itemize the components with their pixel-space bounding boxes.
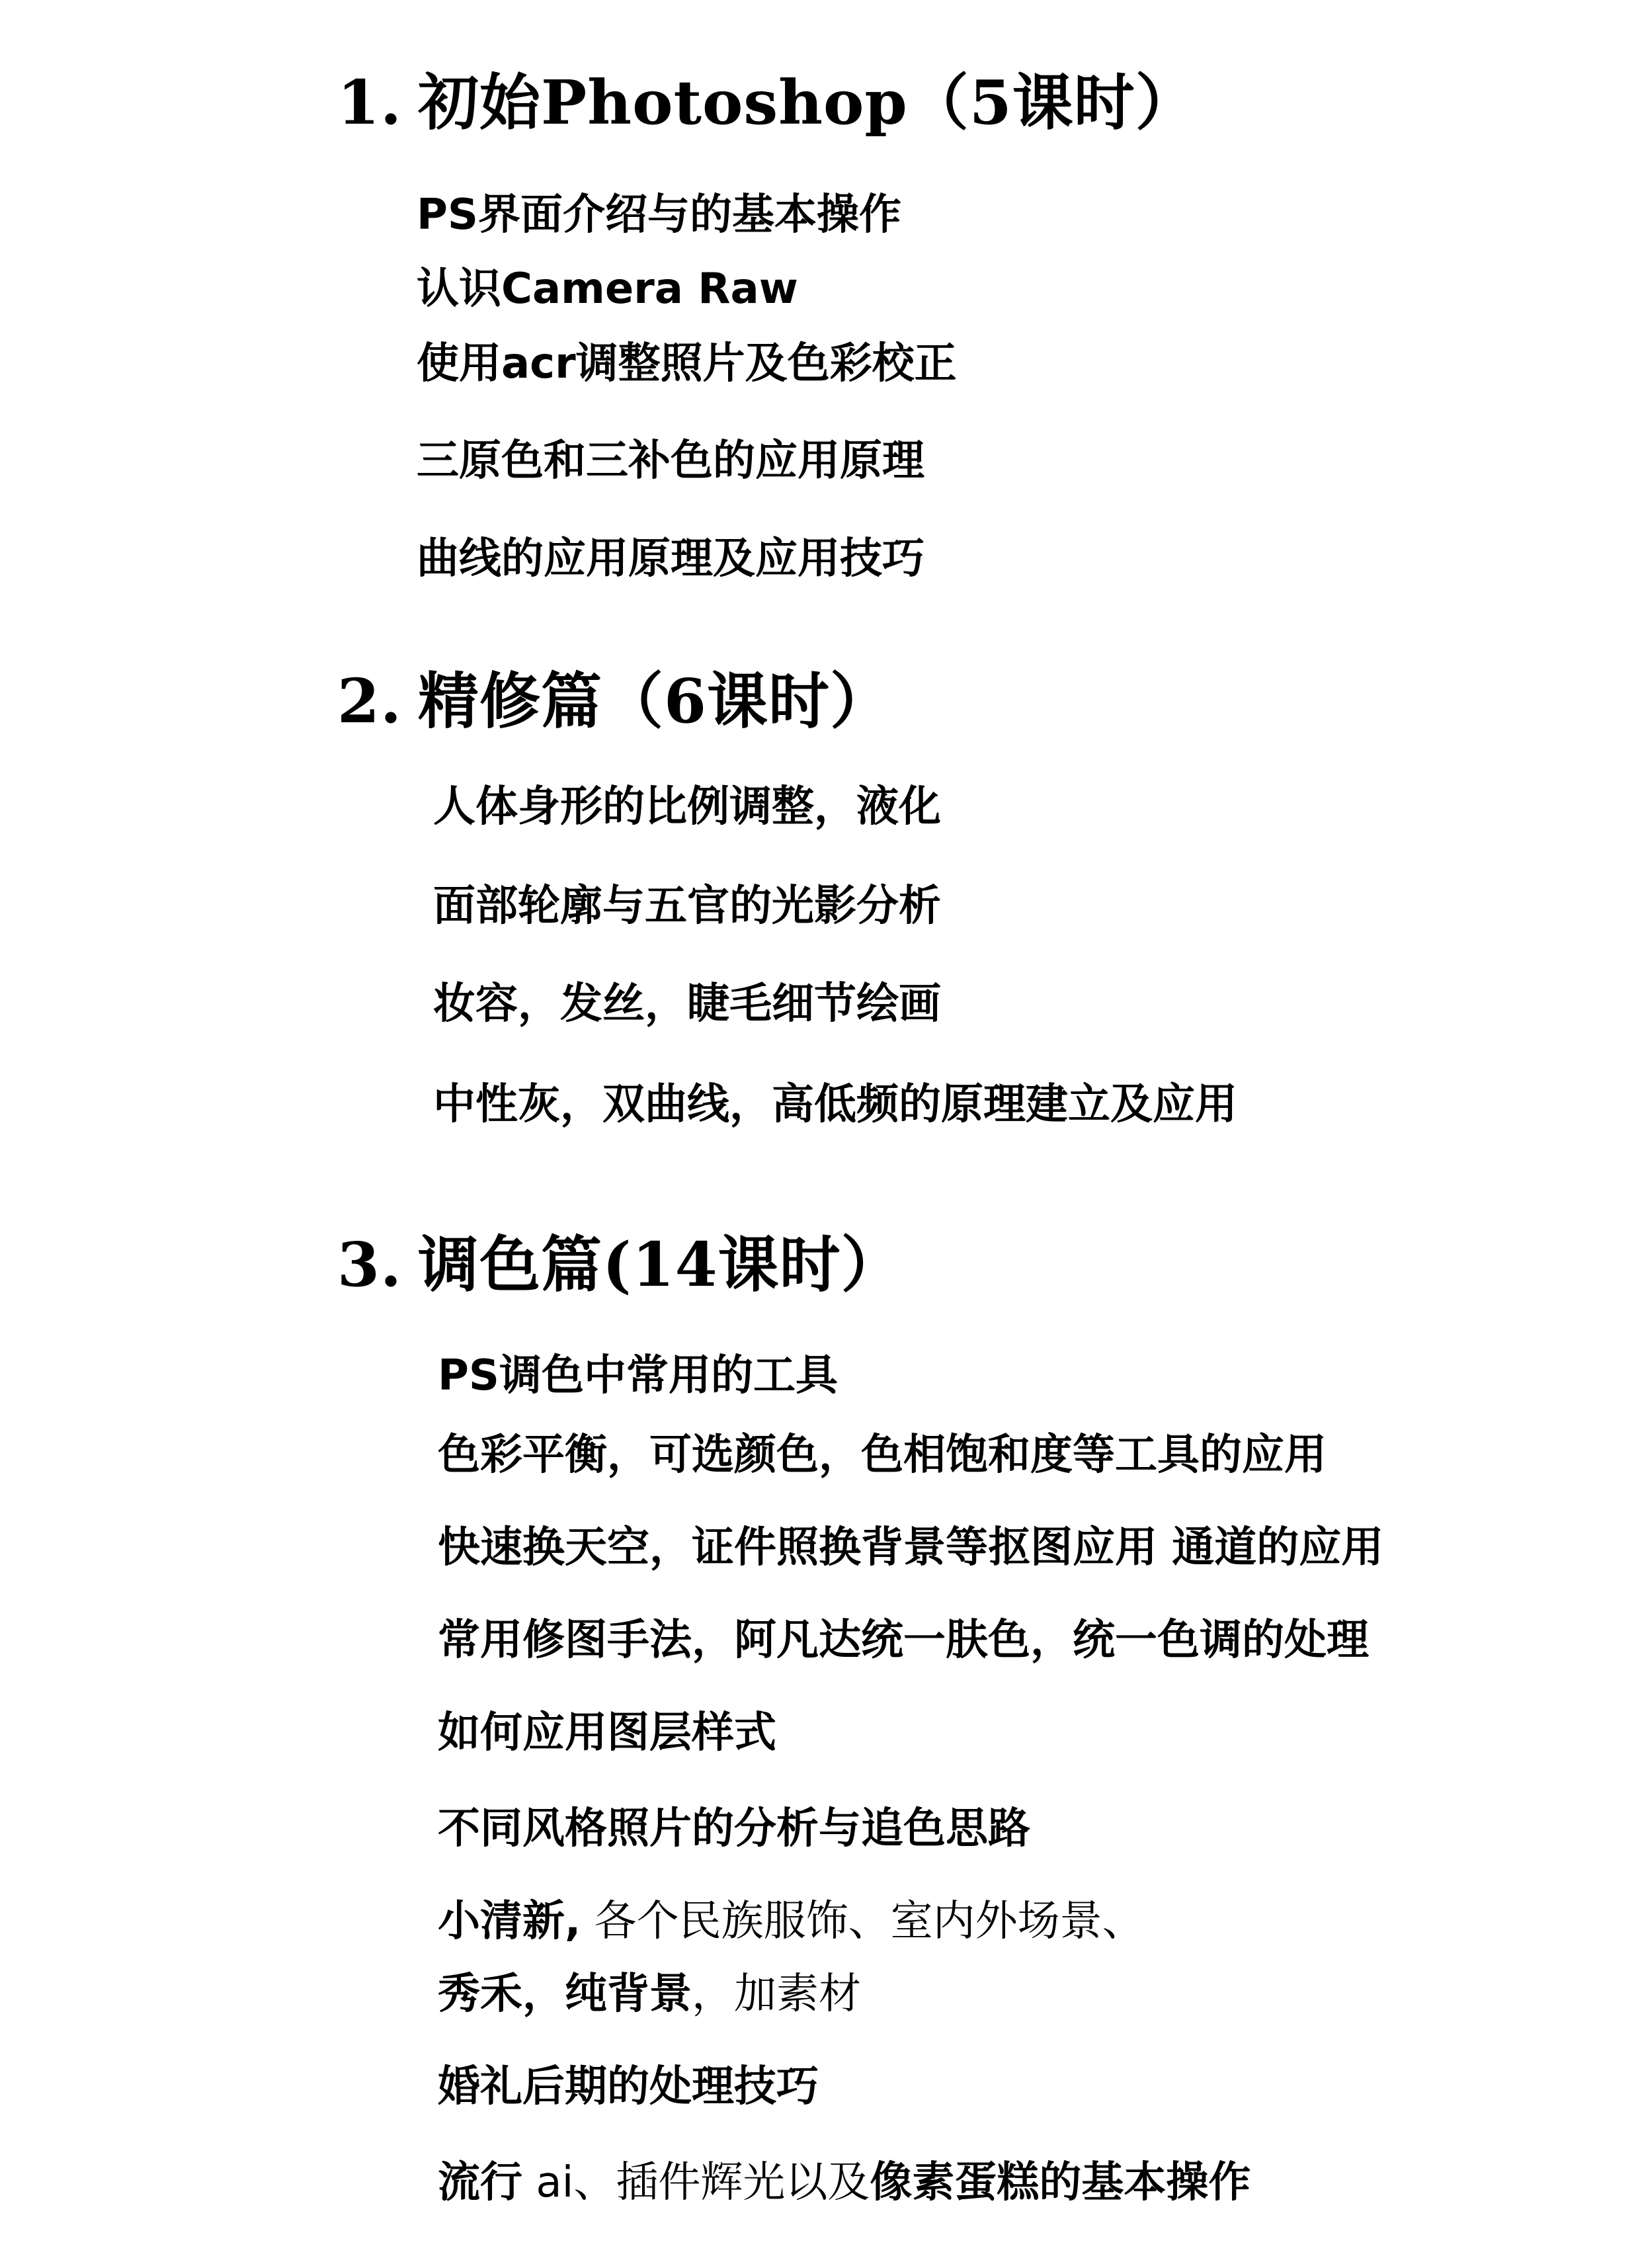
section-3-title: 调色篇(14课时） — [418, 1229, 903, 1300]
section-1-item-4: 三原色和三补色的应用原理 — [417, 437, 924, 485]
section-1-heading — [337, 66, 1197, 139]
section-1-item-5: 曲线的应用原理及应用技巧 — [417, 534, 924, 583]
styles-line-2-light: ，加素材 — [692, 1970, 861, 2019]
section-1-title: 初始Photoshop（5课时） — [418, 67, 1197, 138]
section-2-number: 2. — [337, 665, 403, 737]
section-3-item-9: 婚礼后期的处理技巧 — [438, 2062, 819, 2111]
section-3-item-4: 常用修图手法，阿凡达统一肤色，统一色调的处理 — [438, 1616, 1369, 1665]
section-1-item-1: PS界面介绍与的基本操作 — [417, 190, 901, 239]
styles-line-2-bold: 秀禾，纯背景 — [438, 1970, 692, 2019]
section-1-number: 1. — [337, 67, 403, 138]
section-3-item-6: 不同风格照片的分析与追色思路 — [438, 1804, 1030, 1853]
section-3-item-5: 如何应用图层样式 — [438, 1708, 776, 1757]
section-3-item-3: 快速换天空，证件照换背景等抠图应用 通道的应用 — [438, 1523, 1384, 1572]
section-3-heading — [337, 1228, 903, 1301]
section-2-heading — [337, 665, 891, 737]
section-2-item-4: 中性灰，双曲线，高低频的原理建立及应用 — [433, 1080, 1237, 1129]
styles-line-1-light: 各个民族服饰、室内外场景、 — [581, 1897, 1145, 1946]
section-1-item-3: 使用acr调整照片及色彩校正 — [417, 339, 957, 388]
section-3-item-8 — [438, 1968, 861, 2021]
last-item-bold-end: 像素蛋糕的基本操作 — [870, 2158, 1251, 2207]
section-3-item-1: PS调色中常用的工具 — [438, 1351, 838, 1400]
section-3-item-2: 色彩平衡，可选颜色，色相饱和度等工具的应用 — [438, 1431, 1327, 1480]
section-2-item-2: 面部轮廓与五官的光影分析 — [433, 882, 941, 931]
section-3-item-10 — [438, 2156, 1250, 2209]
last-item-bold-start: 流行 — [438, 2158, 522, 2207]
section-3-item-7 — [438, 1895, 1145, 1948]
section-2-item-1: 人体身形的比例调整，液化 — [433, 782, 941, 831]
section-1-item-2: 认识Camera Raw — [417, 265, 798, 314]
last-item-light: ai、插件辉光以及 — [522, 2158, 870, 2207]
section-2-title: 精修篇（6课时） — [418, 665, 892, 737]
section-3-number: 3. — [337, 1229, 403, 1300]
section-2-item-3: 妆容，发丝，睫毛细节绘画 — [433, 980, 941, 1029]
styles-line-1-bold: 小清新, — [438, 1897, 581, 1946]
